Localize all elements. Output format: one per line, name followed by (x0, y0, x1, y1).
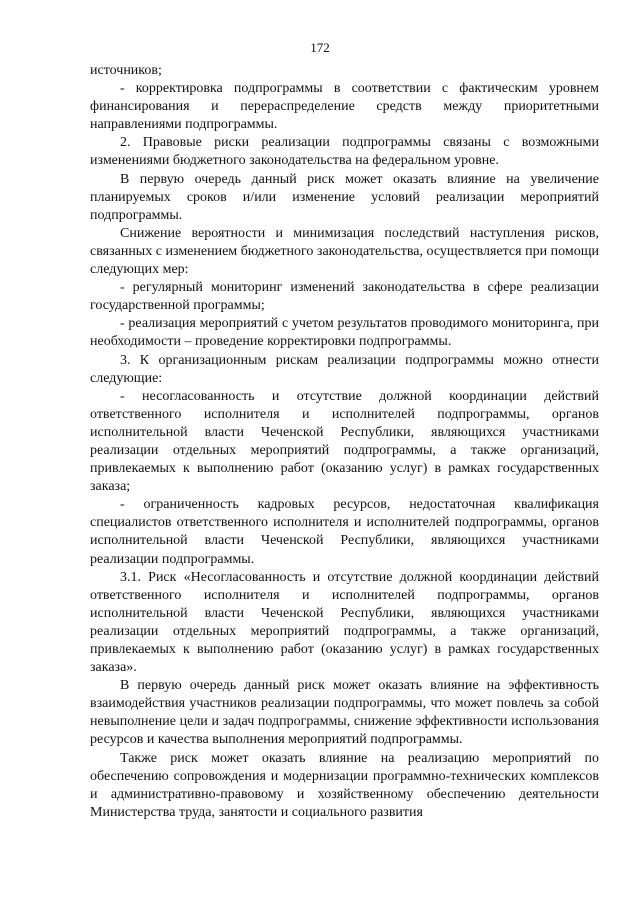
paragraph: В первую очередь данный риск может оказать влияние на увеличение планируемых сроков и/или изменение условий реализации мероприятий подпрограммы. (90, 171, 599, 223)
paragraph: 3. К организационным рискам реализации подпрограммы можно отнести следующие: (90, 352, 599, 386)
paragraph: В первую очередь данный риск может оказать влияние на эффективность взаимодействия участников реализации подпрограммы, что может повлечь за собой невыполнение цели и задач подпрограммы, снижение эффективности использования ресурсов и качества выполнения мероприятий подпрограммы. (90, 678, 599, 748)
paragraph: - реализация мероприятий с учетом результатов проводимого мониторинга, при необходимости – проведение корректировки подпрограммы. (90, 316, 599, 350)
paragraph: 3.1. Риск «Несогласованность и отсутствие должной координации действий ответственного исполнителя и исполнителей подпрограммы, органов исполнительной власти Чеченской Республики, являющихся участниками реализации отдельных мероприятий подпрограммы, а также организаций, привлекаемых к выполнению работ (оказанию услуг) в рамках государственных заказа». (90, 569, 599, 676)
page-number: 172 (310, 40, 330, 55)
paragraph: - несогласованность и отсутствие должной координации действий ответственного исполнителя и исполнителей подпрограммы, органов исполнительной власти Чеченской Республики, являющихся участниками реализации отдельных мероприятий подпрограммы, а также организаций, привлекаемых к выполнению работ (оказанию услуг) в рамках государственных заказа; (90, 388, 599, 495)
paragraph: - регулярный мониторинг изменений законодательства в сфере реализации государственной программы; (90, 280, 599, 314)
paragraph: Снижение вероятности и минимизация последствий наступления рисков, связанных с изменением бюджетного законодательства, осуществляется при помощи следующих мер: (90, 225, 599, 278)
body-text (90, 62, 599, 822)
paragraph: источников; (90, 63, 162, 78)
paragraph: - ограниченность кадровых ресурсов, недостаточная квалификация специалистов ответственного исполнителя и исполнителей подпрограммы, органов исполнительной власти Чеченской Республики, являющихся участниками реализации подпрограммы. (90, 497, 599, 567)
paragraph: Также риск может оказать влияние на реализацию мероприятий по обеспечению сопровождения и модернизации программно-технических комплексов и административно-правовому и хозяйственному обеспечению деятельности Министерства труда, занятости и социального развития (90, 750, 599, 820)
paragraph: 2. Правовые риски реализации подпрограммы связаны с возможными изменениями бюджетного законодательства на федеральном уровне. (90, 135, 599, 169)
paragraph: - корректировка подпрограммы в соответствии с фактическим уровнем финансирования и перераспределение средств между приоритетными направлениями подпрограммы. (90, 81, 599, 133)
